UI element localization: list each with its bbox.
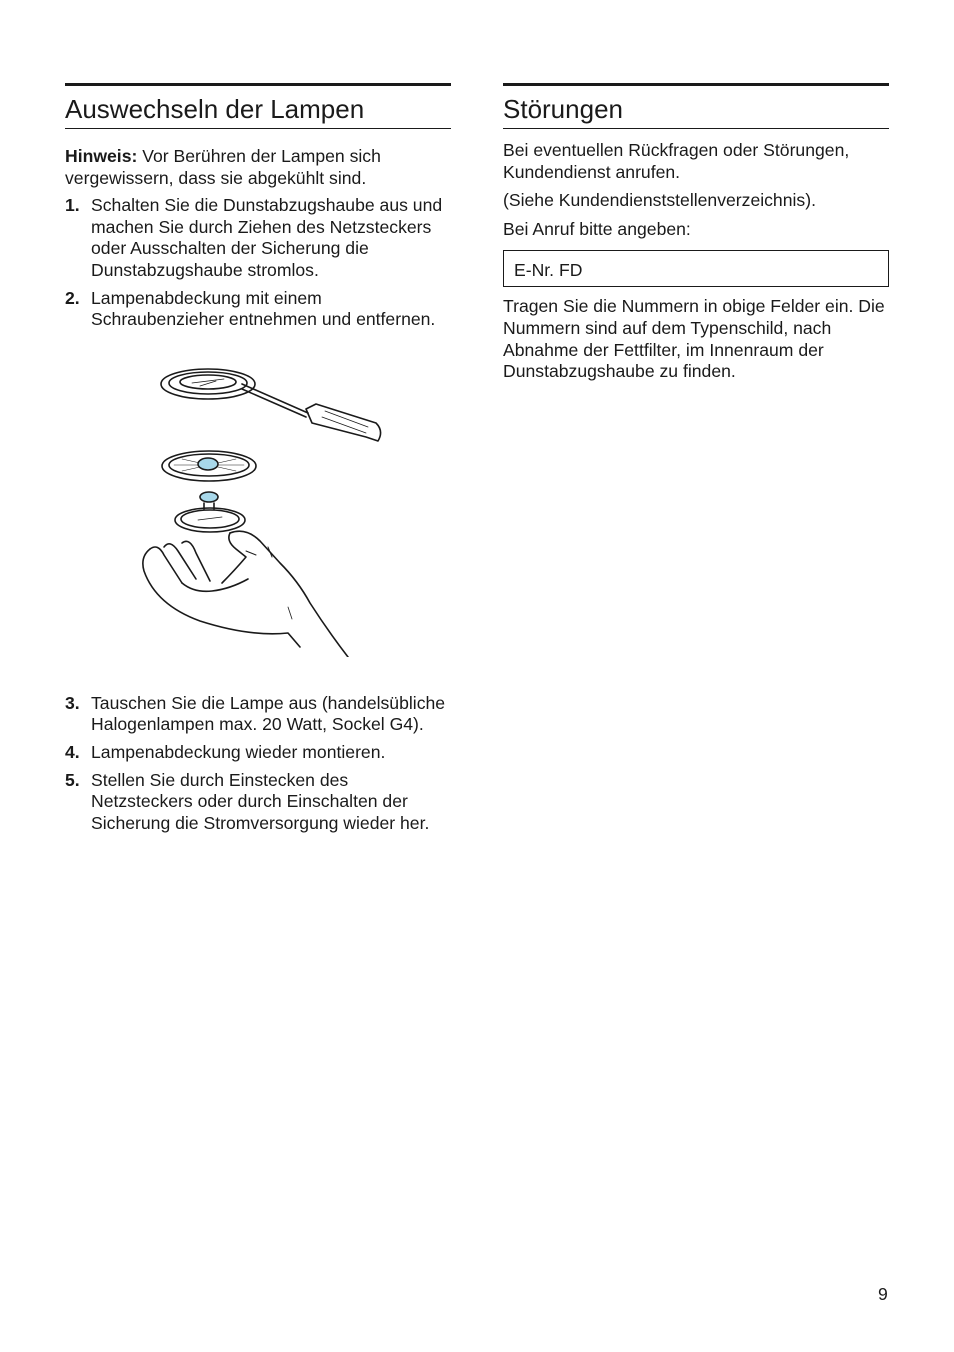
illustration-svg (130, 357, 390, 657)
step-text: Schalten Sie die Dunstabzugshaube aus und machen Sie durch Ziehen des Netzsteckers oder Ausschalten der Sicherung die Dunstabzugshaube stromlos. (91, 195, 443, 280)
step-number: 5. (65, 769, 80, 790)
call-info-paragraph: Bei Anruf bitte angeben: (503, 218, 691, 239)
step-item (65, 770, 451, 835)
glass-cover-icon (175, 508, 245, 532)
fault-contact-paragraph: Bei eventuellen Rückfragen oder Störungen, Kundendienst anrufen. (503, 140, 850, 182)
section-title-lamp-replacement: Auswechseln der Lampen (65, 83, 451, 129)
step-number: 4. (65, 741, 80, 762)
hand-icon (143, 531, 348, 657)
step-text: Lampenabdeckung mit einem Schraubenzieher entnehmen und entfernen. (91, 287, 436, 330)
step-number: 3. (65, 692, 80, 713)
lamp-replacement-illustration (65, 357, 451, 687)
service-directory-paragraph: (Siehe Kundendienststellenverzeichnis). (503, 190, 816, 211)
step-item (65, 742, 451, 764)
step-text: Tauschen Sie die Lampe aus (handelsübliche Halogenlampen max. 20 Watt, Sockel G4). (91, 692, 446, 735)
steps-list-a (65, 195, 451, 331)
right-column (503, 83, 889, 383)
note-paragraph (65, 146, 451, 189)
step-item (65, 288, 451, 331)
section-title-faults: Störungen (503, 83, 889, 129)
left-column (65, 83, 451, 840)
halogen-bulb-icon (198, 458, 218, 509)
note-label: Hinweis: (65, 146, 138, 166)
step-number: 2. (65, 287, 80, 308)
e-number-field: E-Nr. FD (503, 250, 889, 287)
screwdriver-icon (242, 384, 381, 441)
step-number: 1. (65, 195, 80, 216)
step-item (65, 195, 451, 281)
rating-plate-paragraph: Tragen Sie die Nummern in obige Felder ein. Die Nummern sind auf dem Typenschild, nach Abnahme der Fettfilter, im Innenraum der Dunstabzugshaube zu finden. (503, 296, 885, 382)
step-text: Lampenabdeckung wieder montieren. (91, 741, 386, 762)
steps-list-b (65, 693, 451, 835)
lamp-cover-icon (161, 369, 255, 399)
page-number: 9 (878, 1284, 888, 1304)
note-text: Vor Berühren der Lampen sich vergewissern, dass sie abgekühlt sind. (65, 146, 381, 188)
step-item (65, 693, 451, 736)
step-text: Stellen Sie durch Einstecken des Netzsteckers oder durch Einschalten der Sicherung die Stromversorgung wieder her. (91, 769, 430, 833)
